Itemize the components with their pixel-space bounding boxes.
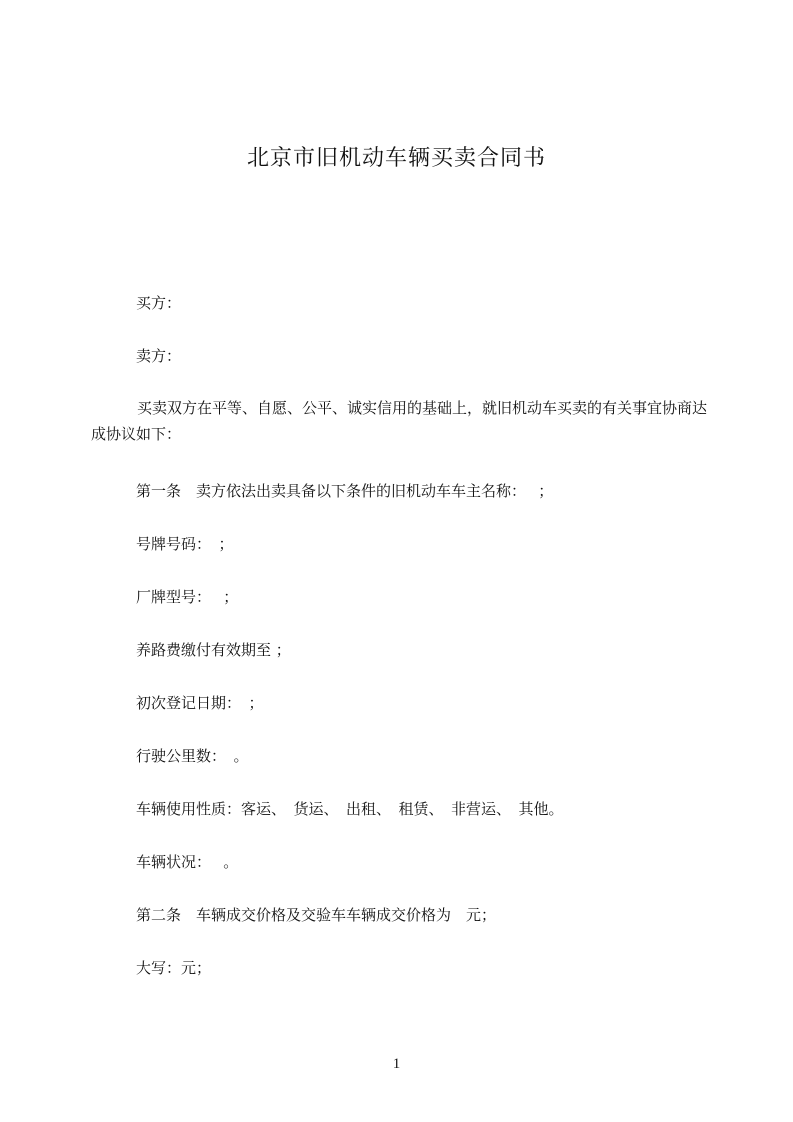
page-number: 1	[392, 1056, 401, 1072]
article-1: 第一条 卖方依法出卖具备以下条件的旧机动车车主名称： ；	[136, 482, 554, 500]
road-fee-line: 养路费缴付有效期至 ；	[136, 641, 291, 659]
buyer-label: 买方：	[136, 294, 182, 312]
model-line: 厂牌型号： ；	[136, 588, 239, 606]
registration-date-line: 初次登记日期： ；	[136, 694, 264, 712]
condition-line: 车辆状况： 。	[136, 853, 239, 871]
amount-words-line: 大写：元；	[136, 959, 212, 977]
usage-line: 车辆使用性质：客运、 货运、 出租、 租赁、 非营运、 其他。	[136, 800, 564, 818]
mileage-line: 行驶公里数： 。	[136, 747, 249, 765]
article-2: 第二条 车辆成交价格及交验车车辆成交价格为 元；	[136, 906, 497, 924]
seller-label: 卖方：	[136, 347, 182, 365]
plate-number-line: 号牌号码： ；	[136, 535, 234, 553]
intro-paragraph: 买卖双方在平等、自愿、公平、诚实信用的基础上，就旧机动车买卖的有关事宜协商达成协议如下：	[91, 399, 708, 443]
document-title: 北京市旧机动车辆买卖合同书	[246, 146, 546, 171]
